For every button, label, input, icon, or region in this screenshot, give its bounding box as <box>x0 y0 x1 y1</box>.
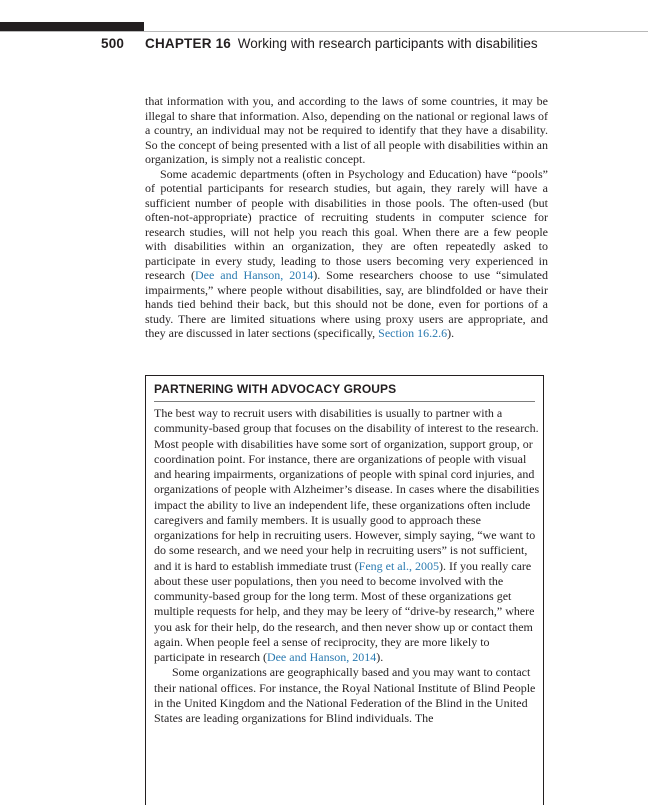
body-p2-text-2: ). Some researchers choose to use “simulated impairments,” where people without disabilities, say, are blindfolded or have their hands tied behind their back, but this should not be done, even for portions of a study. There are limited situations where using proxy users are appropriate, and they are discussed in later sections (specifically, <box>145 268 548 340</box>
section-link-16-2-6[interactable]: Section 16.2.6 <box>378 326 448 340</box>
body-paragraph-2 <box>145 167 548 341</box>
sidebar-paragraph-2: Some organizations are geographically based and you may want to contact their national offices. For instance, the Royal National Institute of Blind People in the United Kingdom and the National Federation of the Blind in the United States are leading organizations for Blind individuals. The <box>154 665 536 725</box>
running-header <box>145 36 538 51</box>
body-p2-text-1: Some academic departments (often in Psychology and Education) have “pools” of potential participants for research studies, but again, they rarely will have a sufficient number of people with disabilities in those pools. The often-used (but often-not-appropriate) practice of recruiting students in computer science for research studies, will not help you reach this goal. When there are a few people with disabilities within an organization, they are often repeatedly asked to participate in every study, leading to those users becoming very experienced in research ( <box>145 166 548 282</box>
body-text <box>145 94 548 341</box>
sidebar-text <box>154 406 540 726</box>
chapter-label: CHAPTER 16 <box>145 36 232 51</box>
citation-link-feng[interactable]: Feng et al., 2005 <box>358 558 439 573</box>
sidebar-title-rule <box>154 401 535 402</box>
sidebar-title: PARTNERING WITH ADVOCACY GROUPS <box>154 382 397 396</box>
chapter-title: Working with research participants with disabilities <box>237 36 538 51</box>
sidebar-p1-text-2: ). If you really care about these user populations, then you need to become involved with the community-based group for the long term. Most of these organizations get multiple requests for help, and they may be leery of “drive-by research,” where you ask for their help, do the research, and then never show up or contact them again. When people feel a sense of reciprocity, they are more likely to participate in research ( <box>154 558 535 664</box>
citation-link-dee-hanson-2[interactable]: Dee and Hanson, 2014 <box>266 650 377 664</box>
sidebar-p1-text-1: The best way to recruit users with disabilities is usually to partner with a community-based group that focuses on the disability of interest to the research. Most people with disabilities have some sort of organization, support group, or coordination point. For instance, there are organizations of people with visual and hearing impairments, organizations of people with spinal cord injuries, and organizations of people with Alzheimer’s disease. In cases where the disabilities impact the ability to live an independent life, these organizations often include caregivers and family members. It is usually good to approach these organizations for help in recruiting users. However, simply saying, “we want to do some research, and we need your help in recruiting users” is not sufficient, and it is hard to establish immediate trust ( <box>154 406 540 573</box>
header-rule <box>0 31 648 32</box>
sidebar-p1-text-3: ). <box>376 650 384 664</box>
body-p2-text-3: ). <box>447 326 455 340</box>
citation-link-dee-hanson[interactable]: Dee and Hanson, 2014 <box>194 268 314 282</box>
page-number: 500 <box>101 36 125 51</box>
body-paragraph-1: that information with you, and according to the laws of some countries, it may be illegal to share that information. Also, depending on the national or regional laws of a country, an individual may not be required to identify that they have a disability. So the concept of being presented with a list of all people with disabilities within an organization, is simply not a realistic concept. <box>145 94 548 166</box>
advocacy-sidebar-box <box>145 375 544 805</box>
sidebar-paragraph-1 <box>154 406 540 665</box>
